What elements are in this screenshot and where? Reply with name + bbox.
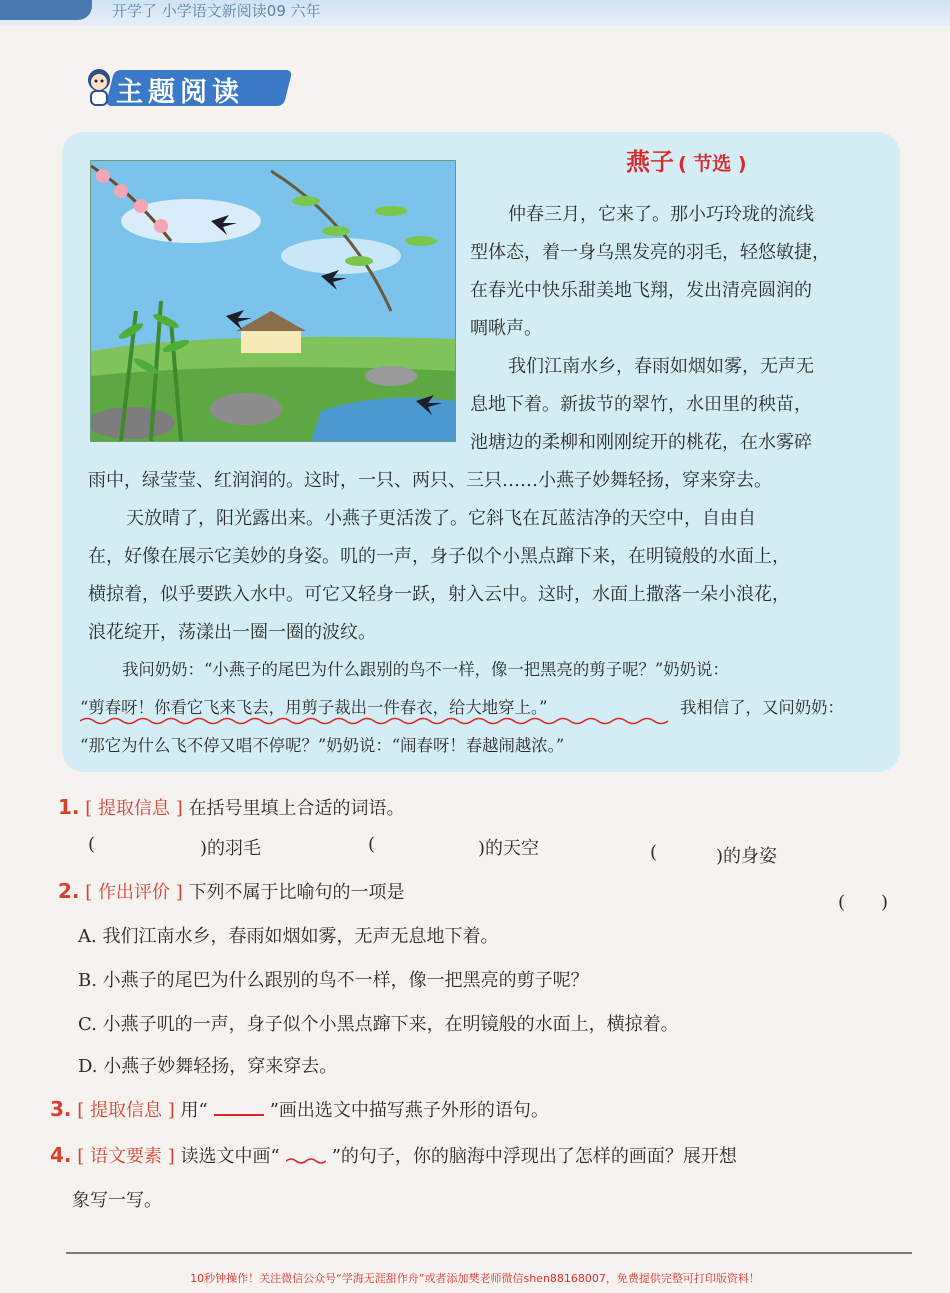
question-text-post: ”画出选文中描写燕子外形的语句。 [269, 1100, 549, 1121]
article-line: “那它为什么飞不停又唱不停呢？”奶奶说：“闹春呀！春越闹越浓。” [80, 736, 565, 755]
question-tag: [ 提取信息 ] [77, 1100, 175, 1121]
question-tag: [ 作出评价 ] [85, 882, 183, 903]
header-stripe [0, 0, 92, 20]
spring-swallow-illustration [90, 160, 456, 442]
mascot-icon [82, 66, 116, 108]
answer-line[interactable] [66, 1252, 912, 1254]
article-line: “剪春呀！你看它飞来飞去，用剪子裁出一件春衣，给大地穿上。” [80, 698, 548, 717]
answer-blank[interactable]: ( [88, 834, 96, 855]
article-line: 我相信了，又问奶奶： [680, 698, 844, 717]
question-2 [58, 878, 404, 904]
article-line: 型体态，着一身乌黑发亮的羽毛，轻悠敏捷， [470, 242, 830, 263]
question-text-post: ”的句子，你的脑海中浮现出了怎样的画面？展开想 [331, 1146, 737, 1167]
article-line: 在春光中快乐甜美地飞翔，发出清亮圆润的 [470, 280, 812, 301]
question-4-line2: 象写一写。 [72, 1190, 162, 1211]
question-number: 1. [58, 795, 80, 819]
section-title-text: 主题阅读 [116, 77, 244, 108]
blank-label: )的羽毛 [200, 838, 262, 859]
question-text-pre: 用“ [180, 1100, 208, 1121]
article-line: 我们江南水乡，春雨如烟如雾，无声无 [508, 356, 814, 377]
header-text: 开学了 小学语文新阅读09 六年 [112, 2, 321, 20]
answer-paren[interactable]: ( ) [838, 892, 889, 913]
question-tag: [ 提取信息 ] [85, 798, 183, 819]
answer-blank[interactable]: ( [368, 834, 376, 855]
article-title [626, 142, 747, 177]
article-line: 天放晴了，阳光露出来。小燕子更活泼了。它斜飞在瓦蓝洁净的天空中，自由自 [126, 508, 756, 529]
straight-underline-mark [214, 1100, 264, 1116]
blank-label: )的身姿 [716, 846, 778, 867]
section-title-badge [82, 62, 292, 112]
article-line: 在，好像在展示它美妙的身姿。叽的一声，身子似个小黑点蹿下来，在明镜般的水面上， [88, 546, 790, 567]
article-line: 池塘边的柔柳和刚刚绽开的桃花，在水雾碎 [470, 432, 812, 453]
question-number: 3. [50, 1097, 72, 1121]
question-text: 下列不属于比喻句的一项是 [188, 882, 405, 903]
article-line: 仲春三月，它来了。那小巧玲珑的流线 [508, 204, 814, 225]
article-line: 我问奶奶：“小燕子的尾巴为什么跟别的鸟不一样，像一把黑亮的剪子呢？”奶奶说： [122, 660, 729, 679]
question-3 [50, 1096, 549, 1122]
article-line: 横掠着，似乎要跌入水中。可它又轻身一跃，射入云中。这时，水面上撒落一朵小浪花， [88, 584, 790, 605]
wavy-underline-mark [286, 1149, 326, 1165]
article-line: 浪花绽开，荡漾出一圈一圈的波纹。 [88, 622, 376, 643]
question-tag: [ 语文要素 ] [77, 1146, 175, 1167]
option-c: C. 小燕子叽的一声，身子似个小黑点蹿下来，在明镜般的水面上，横掠着。 [78, 1014, 679, 1035]
question-text: 在括号里填上合适的词语。 [188, 798, 405, 819]
article-title-text: 燕子 [626, 148, 674, 176]
option-a: A. 我们江南水乡，春雨如烟如雾，无声无息地下着。 [78, 926, 499, 947]
answer-blank[interactable]: ( [650, 842, 658, 863]
blank-label: )的天空 [478, 838, 540, 859]
article-line: 雨中，绿莹莹、红润润的。这时，一只、两只、三只……小燕子妙舞轻扬，穿来穿去。 [88, 470, 772, 491]
question-number: 2. [58, 879, 80, 903]
article-subtitle: ( 节选 ) [678, 153, 747, 175]
question-1 [58, 794, 404, 820]
page-header-bar [0, 0, 950, 26]
question-text-pre: 读选文中画“ [180, 1146, 280, 1167]
article-line: 啁啾声。 [470, 318, 542, 339]
option-d: D. 小燕子妙舞轻扬，穿来穿去。 [78, 1056, 338, 1077]
footer-note: 10秒钟操作！关注微信公众号“学海无涯甜作舟”或者添加樊老师微信shen88168007，免费提供完整可打印版资料！ [190, 1272, 760, 1285]
option-b: B. 小燕子的尾巴为什么跟别的鸟不一样，像一把黑亮的剪子呢？ [78, 970, 589, 991]
wavy-underline [80, 716, 670, 726]
question-4 [50, 1142, 737, 1168]
question-number: 4. [50, 1143, 72, 1167]
article-line: 息地下着。新拔节的翠竹，水田里的秧苗， [470, 394, 812, 415]
